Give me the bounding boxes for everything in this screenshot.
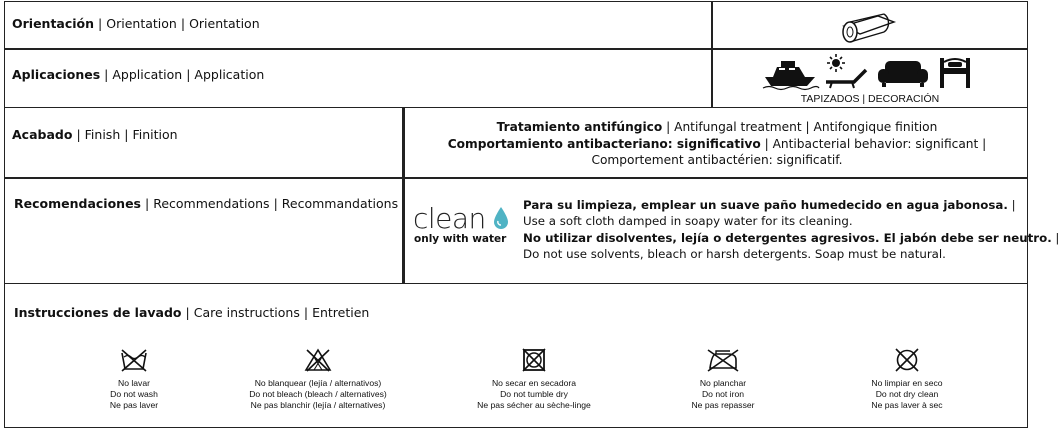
- care-label-en: Do not tumble dry: [500, 389, 568, 399]
- no-iron-icon: [706, 348, 740, 372]
- recommendations-label-cell: [4, 177, 404, 284]
- care-item-no-iron: [628, 348, 818, 411]
- orientation-heading: Orientación | Orientation | Orientation: [12, 16, 260, 31]
- finish-line-1: Tratamiento antifúngico | Antifungal treatment | Antifongique finition: [496, 120, 938, 134]
- finish-treatment-text: [404, 119, 1030, 169]
- care-label-es: No lavar: [118, 378, 150, 388]
- care-item-no-dry-clean: [812, 348, 1002, 411]
- application-caption: TAPIZADOS | DECORACIÓN: [800, 93, 940, 105]
- care-label-es: No limpiar en seco: [871, 378, 943, 388]
- finish-heading: Acabado | Finish | Finition: [12, 127, 178, 142]
- rec-line-3: No utilizar disolventes, lejía o detergentes agresivos. El jabón debe ser neutro. |: [523, 230, 1059, 245]
- no-dry-clean-icon: [893, 348, 921, 372]
- finish-label-cell: [4, 107, 404, 179]
- clean-logo-subtitle: only with water: [414, 233, 507, 245]
- care-heading: Instrucciones de lavado | Care instructions | Entretien: [14, 305, 370, 320]
- care-label-en: Do not wash: [110, 389, 158, 399]
- sun-lounger-icon: [824, 54, 870, 88]
- care-label-es: No blanquear (lejía / alternativos): [254, 378, 382, 388]
- care-label-es: No secar en secadora: [491, 378, 577, 388]
- care-label-en: Do not bleach (bleach / alternatives): [249, 389, 387, 399]
- care-item-no-bleach: [223, 348, 413, 411]
- recommendations-heading: Recomendaciones | Recommendations | Recommandations: [14, 196, 399, 211]
- finish-line-3: Comportement antibactérien: significatif.: [591, 153, 843, 167]
- care-label-fr: Ne pas repasser: [691, 400, 755, 410]
- recommendations-text: [523, 197, 1059, 262]
- care-label-fr: Ne pas laver: [109, 400, 159, 410]
- application-heading: Aplicaciones | Application | Application: [12, 67, 265, 82]
- care-label-en: Do not iron: [701, 389, 745, 399]
- water-drop-icon: [493, 206, 509, 230]
- finish-line-2: Comportamiento antibacteriano: significativo | Antibacterial behavior: significant |: [447, 136, 987, 151]
- clean-logo-word: clean: [413, 202, 486, 235]
- no-bleach-icon: [304, 348, 332, 372]
- bed-icon: [938, 56, 972, 88]
- rec-line-4: Do not use solvents, bleach or harsh detergents. Soap must be natural.: [523, 246, 946, 261]
- care-label-es: No planchar: [699, 378, 747, 388]
- care-item-no-tumble-dry: [439, 348, 629, 411]
- sofa-icon: [877, 59, 929, 87]
- clean-logo: [413, 204, 513, 248]
- rec-line-1: Para su limpieza, emplear un suave paño humedecido en agua jabonosa. |: [523, 198, 1016, 212]
- care-label-fr: Ne pas sécher au sèche-linge: [477, 400, 591, 410]
- care-label-fr: Ne pas blanchir (lejía / alternatives): [250, 400, 386, 410]
- boat-icon: [763, 55, 819, 89]
- care-item-no-wash: [39, 348, 229, 411]
- no-wash-icon: [120, 348, 148, 372]
- care-label-en: Do not dry clean: [875, 389, 939, 399]
- rec-line-2: Use a soft cloth damped in soapy water for its cleaning.: [523, 214, 853, 229]
- fabric-roll-icon: [838, 12, 898, 44]
- care-label-fr: Ne pas laver à sec: [871, 400, 943, 410]
- no-tumble-dry-icon: [520, 348, 548, 372]
